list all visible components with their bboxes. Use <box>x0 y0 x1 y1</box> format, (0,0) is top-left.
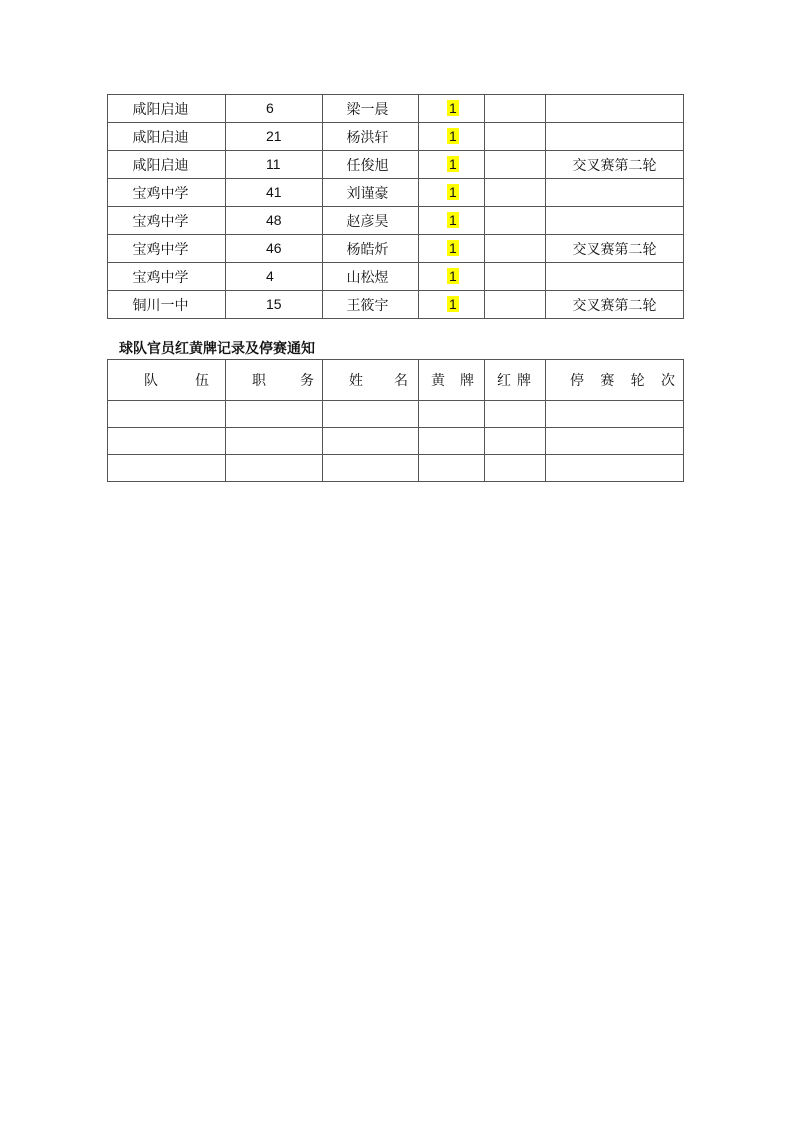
table-row <box>108 179 684 207</box>
jersey-number-cell <box>226 235 323 263</box>
red-card-cell <box>485 235 546 263</box>
red-card-cell <box>485 95 546 123</box>
header-name <box>323 360 419 401</box>
player-name-cell <box>323 151 419 179</box>
jersey-number-cell-text: 15 <box>266 296 282 312</box>
yellow-card-cell <box>419 179 485 207</box>
empty-cell <box>546 428 684 455</box>
suspension-cell <box>546 179 684 207</box>
suspension-cell <box>546 235 684 263</box>
empty-cell <box>226 401 323 428</box>
team-cell <box>108 291 226 319</box>
yellow-card-cell-text: 1 <box>449 296 457 312</box>
table-row <box>108 401 684 428</box>
suspension-cell <box>546 151 684 179</box>
suspension-cell <box>546 291 684 319</box>
player-name-cell-text: 杨皓炘 <box>346 241 389 258</box>
team-cell-text: 宝鸡中学 <box>132 185 189 202</box>
team-cell-text: 铜川一中 <box>132 297 189 314</box>
header-position-label: 职务 <box>252 373 314 389</box>
team-cell <box>108 207 226 235</box>
team-cell-text: 宝鸡中学 <box>132 241 189 258</box>
empty-cell <box>419 428 485 455</box>
team-cell <box>108 179 226 207</box>
empty-cell <box>323 428 419 455</box>
table-row <box>108 151 684 179</box>
empty-cell <box>323 401 419 428</box>
table-row <box>108 455 684 482</box>
player-name-cell <box>323 235 419 263</box>
table-row <box>108 291 684 319</box>
team-cell <box>108 95 226 123</box>
yellow-card-cell <box>419 151 485 179</box>
jersey-number-cell <box>226 207 323 235</box>
red-card-cell <box>485 151 546 179</box>
jersey-number-cell <box>226 179 323 207</box>
header-position <box>226 360 323 401</box>
player-name-cell-text: 梁一晨 <box>346 101 389 118</box>
empty-cell <box>108 455 226 482</box>
player-cards-table-body <box>108 95 684 319</box>
team-cell-text: 咸阳启迪 <box>132 157 189 174</box>
player-name-cell <box>323 95 419 123</box>
yellow-card-cell-text: 1 <box>449 268 457 284</box>
empty-cell <box>108 401 226 428</box>
yellow-card-cell <box>419 207 485 235</box>
officials-header-row <box>108 360 684 401</box>
jersey-number-cell <box>226 95 323 123</box>
yellow-card-cell <box>419 95 485 123</box>
empty-cell <box>226 455 323 482</box>
table-row <box>108 123 684 151</box>
header-name-label: 姓名 <box>349 373 408 389</box>
table-row <box>108 235 684 263</box>
header-red-label: 红牌 <box>497 373 531 389</box>
empty-cell <box>546 455 684 482</box>
jersey-number-cell-text: 48 <box>266 212 282 228</box>
jersey-number-cell-text: 4 <box>266 268 274 284</box>
header-yellow <box>419 360 485 401</box>
player-name-cell <box>323 207 419 235</box>
empty-cell <box>108 428 226 455</box>
empty-cell <box>323 455 419 482</box>
suspension-cell <box>546 95 684 123</box>
red-card-cell <box>485 179 546 207</box>
header-suspension-label: 停赛轮次 <box>570 373 675 389</box>
player-name-cell <box>323 263 419 291</box>
team-cell <box>108 151 226 179</box>
team-cell <box>108 123 226 151</box>
player-name-cell <box>323 179 419 207</box>
team-cell-text: 咸阳启迪 <box>132 101 189 118</box>
header-suspension <box>546 360 684 401</box>
jersey-number-cell-text: 6 <box>266 100 274 116</box>
header-team <box>108 360 226 401</box>
yellow-card-cell-text: 1 <box>449 240 457 256</box>
suspension-cell-text: 交叉赛第二轮 <box>572 297 657 314</box>
officials-section-title: 球队官员红黄牌记录及停赛通知 <box>119 341 315 357</box>
empty-cell <box>485 428 546 455</box>
player-name-cell-text: 赵彦昊 <box>346 213 389 230</box>
officials-cards-table <box>107 359 684 482</box>
jersey-number-cell-text: 11 <box>266 156 281 172</box>
empty-cell <box>419 401 485 428</box>
jersey-number-cell-text: 41 <box>266 184 282 200</box>
yellow-card-cell <box>419 291 485 319</box>
player-name-cell-text: 任俊旭 <box>346 157 389 174</box>
suspension-cell <box>546 263 684 291</box>
suspension-cell-text: 交叉赛第二轮 <box>572 157 657 174</box>
empty-cell <box>485 455 546 482</box>
red-card-cell <box>485 291 546 319</box>
player-name-cell-text: 杨洪轩 <box>346 129 389 146</box>
yellow-card-cell <box>419 263 485 291</box>
suspension-cell <box>546 123 684 151</box>
player-name-cell-text: 王筱宇 <box>346 297 389 314</box>
yellow-card-cell-text: 1 <box>449 100 457 116</box>
empty-cell <box>485 401 546 428</box>
player-cards-table <box>107 94 684 319</box>
yellow-card-cell <box>419 123 485 151</box>
team-cell <box>108 235 226 263</box>
jersey-number-cell-text: 21 <box>266 128 282 144</box>
jersey-number-cell <box>226 123 323 151</box>
player-name-cell <box>323 291 419 319</box>
jersey-number-cell <box>226 263 323 291</box>
table-row <box>108 95 684 123</box>
yellow-card-cell-text: 1 <box>449 128 457 144</box>
yellow-card-cell <box>419 235 485 263</box>
table-row <box>108 428 684 455</box>
team-cell <box>108 263 226 291</box>
yellow-card-cell-text: 1 <box>449 184 457 200</box>
suspension-cell-text: 交叉赛第二轮 <box>572 241 657 258</box>
player-name-cell <box>323 123 419 151</box>
team-cell-text: 宝鸡中学 <box>132 213 189 230</box>
empty-cell <box>546 401 684 428</box>
table-row <box>108 207 684 235</box>
team-cell-text: 宝鸡中学 <box>132 269 189 286</box>
header-team-label: 队伍 <box>144 373 209 389</box>
player-name-cell-text: 刘谨豪 <box>346 185 389 202</box>
empty-cell <box>419 455 485 482</box>
player-name-cell-text: 山松煜 <box>346 269 389 286</box>
yellow-card-cell-text: 1 <box>449 156 457 172</box>
suspension-cell <box>546 207 684 235</box>
red-card-cell <box>485 207 546 235</box>
table-row <box>108 263 684 291</box>
empty-cell <box>226 428 323 455</box>
yellow-card-cell-text: 1 <box>449 212 457 228</box>
jersey-number-cell-text: 46 <box>266 240 282 256</box>
header-yellow-label: 黄牌 <box>431 373 474 389</box>
red-card-cell <box>485 263 546 291</box>
jersey-number-cell <box>226 291 323 319</box>
team-cell-text: 咸阳启迪 <box>132 129 189 146</box>
red-card-cell <box>485 123 546 151</box>
jersey-number-cell <box>226 151 323 179</box>
header-red <box>485 360 546 401</box>
officials-cards-table-body <box>108 360 684 482</box>
